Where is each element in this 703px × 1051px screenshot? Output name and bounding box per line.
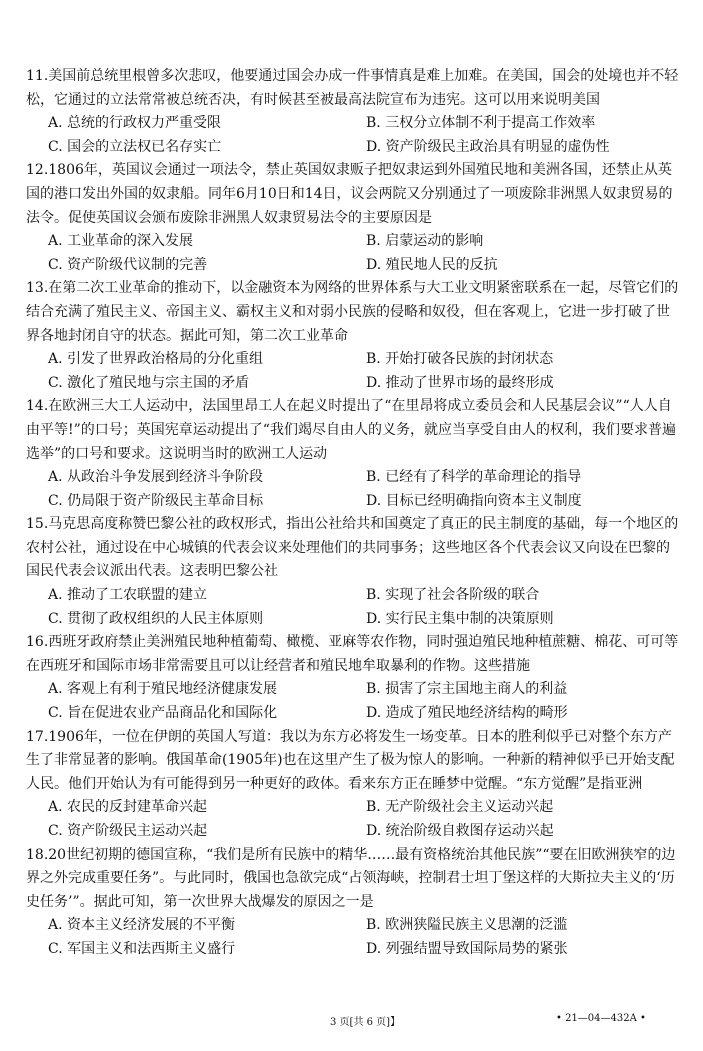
question-stem: 15.马克思高度称赞巴黎公社的政权形式，指出公社给共和国奠定了真正的民主制度的基础，每一个地区的农村公社，通过设在中心城镇的代表会议来处理他们的共同事务；这些地区各个代表会议又向设在巴黎的国民代表会议派出代表。这表明巴黎公社 bbox=[26, 516, 679, 580]
question-stem: 16.西班牙政府禁止美洲殖民地种植葡萄、橄榄、亚麻等农作物，同时强迫殖民地种植蔗糖、棉花、可可等在西班牙和国际市场非常需要且可以让经营者和殖民地牟取暴利的作物。这些措施 bbox=[26, 634, 679, 674]
option-c[interactable]: C. 旨在促进农业产品商品化和国际化 bbox=[48, 705, 278, 722]
question-stem: 18.20世纪初期的德国宣称，“我们是所有民族中的精华……最有资格统治其他民族”“要在旧欧洲狭窄的边界之外完成重要任务”。与此同时，俄国也急欲完成“占领海峡，控制君士坦丁堡这样的大斯拉夫主义的‘历史任务’”。据此可知，第一次世界大战爆发的原因之一是 bbox=[26, 846, 676, 910]
option-b[interactable]: B. 无产阶级社会主义运动兴起 bbox=[366, 799, 554, 816]
question-stem: 17.1906年，一位在伊朗的英国人写道：我以为东方必将发生一场变革。日本的胜利似乎已对整个东方产生了非常显著的影响。俄国革命(1905年)也在这里产生了极为惊人的影响。一种新的精神似乎已开始支配人民。他们开始认为有可能得到另一种更好的政体。看来东方正在睡梦中觉醒。“东方觉醒”是指亚洲 bbox=[26, 728, 675, 792]
option-a[interactable]: A. 资本主义经济发展的不平衡 bbox=[48, 917, 236, 934]
question-18 bbox=[26, 844, 679, 962]
question-16 bbox=[26, 631, 679, 725]
option-a[interactable]: A. 农民的反封建革命兴起 bbox=[48, 799, 208, 816]
option-a[interactable]: A. 客观上有利于殖民地经济健康发展 bbox=[48, 681, 278, 698]
option-c[interactable]: C. 仍局限于资产阶级民主革命目标 bbox=[48, 492, 264, 509]
option-b[interactable]: B. 欧洲狭隘民族主义思潮的泛滥 bbox=[366, 917, 568, 934]
option-a[interactable]: A. 总统的行政权力严重受限 bbox=[48, 115, 222, 132]
option-c[interactable]: C. 资产阶级民主运动兴起 bbox=[48, 823, 208, 839]
option-grid bbox=[26, 112, 679, 159]
option-d[interactable]: D. 造成了殖民地经济结构的畸形 bbox=[366, 705, 568, 722]
page-number: 3 页[共 6 页]】 bbox=[330, 1017, 401, 1028]
option-d[interactable]: D. 实行民主集中制的决策原则 bbox=[366, 610, 554, 627]
option-grid bbox=[26, 914, 679, 961]
option-grid bbox=[26, 230, 679, 277]
question-15 bbox=[26, 513, 679, 631]
option-a[interactable]: A. 从政治斗争发展到经济斗争阶段 bbox=[48, 469, 264, 486]
option-b[interactable]: B. 开始打破各民族的封闭状态 bbox=[366, 351, 554, 368]
option-a[interactable]: A. 引发了世界政治格局的分化重组 bbox=[48, 351, 264, 368]
question-14 bbox=[26, 395, 679, 513]
option-a[interactable]: A. 推动了工农联盟的建立 bbox=[48, 587, 208, 604]
option-b[interactable]: B. 实现了社会各阶级的联合 bbox=[366, 587, 540, 604]
option-c[interactable]: C. 国会的立法权已名存实亡 bbox=[48, 138, 222, 155]
option-grid bbox=[26, 348, 679, 395]
question-stem: 12.1806年，英国议会通过一项法令，禁止英国奴隶贩子把奴隶运到外国殖民地和美洲各国，还禁止从英国的港口发出外国的奴隶船。同年6月10日和14日，议会两院又分别通过了一项废除非洲黑人奴隶贸易的法令。促使英国议会颁布废除非洲黑人奴隶贸易法令的主要原因是 bbox=[26, 162, 673, 226]
option-c[interactable]: C. 激化了殖民地与宗主国的矛盾 bbox=[48, 374, 250, 391]
option-grid bbox=[26, 678, 679, 725]
option-d[interactable]: D. 统治阶级自救图存运动兴起 bbox=[366, 823, 554, 839]
question-11 bbox=[26, 65, 679, 159]
paper-code: • 21—04—432A • bbox=[556, 1013, 646, 1024]
option-b[interactable]: B. 启蒙运动的影响 bbox=[366, 233, 484, 250]
option-b[interactable]: B. 损害了宗主国地主商人的利益 bbox=[366, 681, 568, 698]
option-a[interactable]: A. 工业革命的深入发展 bbox=[48, 233, 194, 250]
option-c[interactable]: C. 军国主义和法西斯主义盛行 bbox=[48, 940, 236, 957]
option-grid bbox=[26, 466, 679, 513]
option-d[interactable]: D. 推动了世界市场的最终形成 bbox=[366, 374, 554, 391]
option-d[interactable]: D. 资产阶级民主政治具有明显的虚伪性 bbox=[366, 138, 610, 155]
option-d[interactable]: D. 殖民地人民的反抗 bbox=[366, 256, 498, 273]
page-footer bbox=[0, 1013, 703, 1033]
question-stem: 13.在第二次工业革命的推动下，以金融资本为网络的世界体系与大工业文明紧密联系在一起，尽管它们的结合充满了殖民主义、帝国主义、霸权主义和对弱小民族的侵略和奴役，但在客观上，它进一步打破了世界各地封闭自守的状态。据此可知，第二次工业革命 bbox=[26, 280, 679, 344]
option-b[interactable]: B. 已经有了科学的革命理论的指导 bbox=[366, 469, 582, 486]
option-d[interactable]: D. 目标已经明确指向资本主义制度 bbox=[366, 492, 582, 509]
option-d[interactable]: D. 列强结盟导致国际局势的紧张 bbox=[366, 940, 568, 957]
question-stem: 14.在欧洲三大工人运动中，法国里昂工人在起义时提出了“在里昂将成立委员会和人民基层会议”“人人自由平等!”的口号；英国宪章运动提出了“我们竭尽自由人的义务，就应当享受自由人的权利，我们要求普遍选举”的口号和要求。这说明当时的欧洲工人运动 bbox=[26, 398, 676, 462]
question-12 bbox=[26, 159, 679, 277]
question-17 bbox=[26, 726, 679, 844]
option-c[interactable]: C. 贯彻了政权组织的人民主体原则 bbox=[48, 610, 264, 627]
question-stem: 11.美国前总统里根曾多次悲叹，他要通过国会办成一件事情真是难上加难。在美国，国会的处境也并不轻松，它通过的立法常常被总统否决，有时候甚至被最高法院宣布为违宪。这可以用来说明美国 bbox=[26, 68, 679, 108]
question-13 bbox=[26, 277, 679, 395]
option-grid bbox=[26, 796, 679, 843]
option-c[interactable]: C. 资产阶级代议制的完善 bbox=[48, 256, 208, 273]
option-grid bbox=[26, 584, 679, 631]
option-b[interactable]: B. 三权分立体制不利于提高工作效率 bbox=[366, 115, 596, 132]
